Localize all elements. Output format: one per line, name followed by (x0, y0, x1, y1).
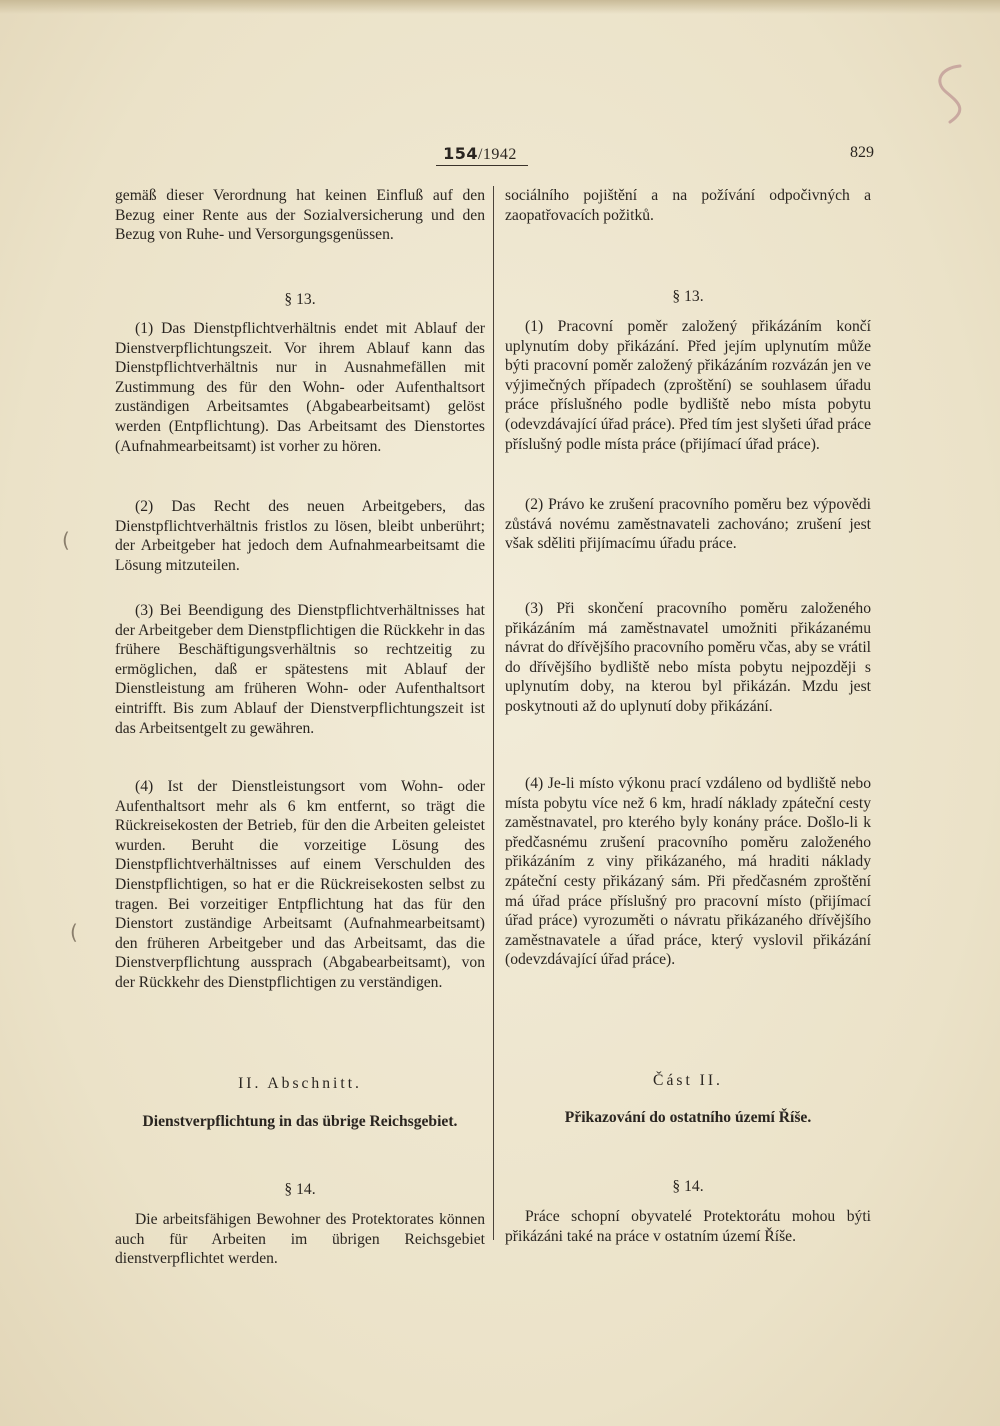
czech-section-13-paragraph-3: (3) Při skončení pracovního poměru založeného přikázáním má zaměstnavatel umožniti přikázanému návrat do dřívějšího pracovního poměru včas, aby se vrátil do dřívějšího bydliště nebo místa pobytu nejpozději s uplynutím doby, na kterou byl přikázán. Mzdu jest poskytnouti až do uplynutí doby přikázání. (505, 600, 871, 715)
german-section-14-paragraph-1: Die arbeitsfähigen Bewohner des Protektorates können auch für Arbeiten im übrigen Reichsgebiet dienstverpflichtet werden. (115, 1211, 485, 1268)
czech-part-title: Přikazování do ostatního území Říše. (564, 1109, 812, 1126)
margin-bracket-icon: ( (70, 920, 78, 944)
pencil-mark-icon (920, 60, 980, 130)
german-section-13-paragraph-3: (3) Bei Beendigung des Dienstpflichtverhältnisses hat der Arbeitgeber dem Dienstpflichtigen die Rückkehr in das frühere Beschäftigungsverhältnis so rechtzeitig zu ermöglichen, daß er spätestens mit Ablauf der Dienstleistung am früheren Wohn- oder Aufenthaltsort eintrifft. Bis zum Ablauf der Dienstverpflichtungszeit ist das Arbeitsentgelt zu gewähren. (115, 602, 485, 737)
document-number-bold: 154 (443, 144, 478, 163)
czech-section-13-heading: § 13. (672, 288, 704, 305)
czech-section-13-paragraph-1: (1) Pracovní poměr založený přikázáním končí uplynutím doby přikázání. Před jejím uplynutím může býti pracovní poměr založený přikázáním rozvázán jen ve výjimečných případech (zproštění) se souhlasem úřadu práce příslušného podle bydliště nebo místa pobytu (odevzdávající úřad práce). Před tím jest slyšeti úřad práce příslušný podle místa práce (přijímací úřad práce). (505, 318, 871, 453)
german-section-13-paragraph-4: (4) Ist der Dienstleistungsort vom Wohn- oder Aufenthaltsort mehr als 6 km entfernt, so trägt die Rückreisekosten der Betrieb, für den die Arbeiten geleistet wurden. Beruht die vorzeitige Lösung des Dienstpflichtverhältnisses auf einem Verschulden des Dienstpflichtigen, so hat er die Rückreisekosten selbst zu tragen. Bei vorzeitiger Entpflichtung hat das für den Dienstort zuständige Arbeitsamt (Aufnahmearbeitsamt) den früheren Arbeitgeber und das Arbeitsamt, das die Dienstverpflichtung aussprach (Abgabearbeitsamt), von der Rückkehr des Dienstpflichtigen zu verständigen. (115, 778, 485, 991)
page-number: 829 (850, 144, 874, 161)
german-part-title: Dienstverpflichtung in das übrige Reichsgebiet. (142, 1113, 458, 1130)
czech-section-14-heading: § 14. (672, 1178, 704, 1195)
german-part-label: II. Abschnitt. (238, 1075, 362, 1092)
czech-section-14-paragraph-1: Práce schopní obyvatelé Protektorátu mohou býti přikázáni také na práce v ostatním území Říše. (505, 1208, 871, 1245)
czech-section-13-paragraph-2: (2) Právo ke zrušení pracovního poměru bez výpovědi zůstává novému zaměstnavateli zachováno; zrušení jest však sděliti přijímacímu úřadu práce. (505, 496, 871, 553)
document-year: /1942 (477, 146, 517, 163)
czech-section-13-paragraph-4: (4) Je-li místo výkonu prací vzdáleno od bydliště nebo místa pobytu více než 6 km, hradí náklady zpáteční cesty zaměstnavatel, pro kterého byly konány práce. Došlo-li k předčasnému zrušení pracovního poměru založeného přikázáním z viny přikázaného, má hraditi náklady zpáteční cesty přikázaný sám. Při předčasném zproštění má úřad práce příslušný pro pracovní místo (přijímací úřad práce) vyrozuměti o návratu přikázaného dřívějšího zaměstnavatele a úřad práce, který vyslovil přikázání (odevzdávající úřad práce). (505, 775, 871, 969)
page-edge-shadow (0, 0, 1000, 14)
german-section-14-heading: § 14. (284, 1181, 316, 1198)
german-section-13-heading: § 13. (284, 291, 316, 308)
header-underline (436, 165, 528, 166)
document-number (428, 144, 532, 164)
german-section-13-paragraph-2: (2) Das Recht des neuen Arbeitgebers, das Dienstpflichtverhältnis fristlos zu lösen, bleibt unberührt; der Arbeitgeber hat jedoch dem Aufnahmearbeitsamt die Lösung mitzuteilen. (115, 498, 485, 574)
german-section-13-paragraph-1: (1) Das Dienstpflichtverhältnis endet mit Ablauf der Dienstverpflichtungszeit. Vor ihrem Ablauf kann das Dienstpflichtverhältnis nur in Ausnahmefällen mit Zustimmung des für den Wohn- oder Aufenthaltsort zuständigen Arbeitsamtes (Abgabearbeitsamt) gelöst werden (Entpflichtung). Das Arbeitsamt des Dienstortes (Aufnahmearbeitsamt) ist vorher zu hören. (115, 320, 485, 455)
margin-bracket-icon: ( (62, 528, 70, 552)
column-divider (493, 186, 494, 1240)
czech-part-label: Část II. (653, 1072, 723, 1089)
czech-intro: sociálního pojištění a na požívání odpočivných a zaopatřovacích požitků. (505, 187, 871, 224)
german-intro: gemäß dieser Verordnung hat keinen Einfluß auf den Bezug einer Rente aus der Sozialversicherung und den Bezug von Ruhe- und Versorgungsgenüssen. (115, 187, 485, 244)
